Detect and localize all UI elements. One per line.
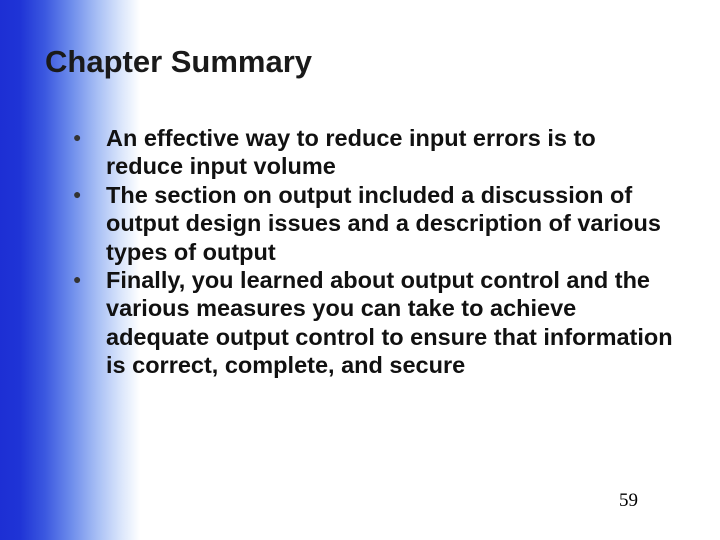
page-number: 59 (619, 490, 638, 511)
bullet-dot-icon: ● (73, 129, 82, 145)
bullet-text: An effective way to reduce input errors is to reduce input volume (106, 125, 596, 180)
bullet-item (73, 266, 673, 380)
bullet-item (73, 124, 673, 181)
bullet-text: Finally, you learned about output control and the various measures you can take to achieve adequate output control to ensure that information is correct, complete, and secure (106, 267, 673, 379)
bullet-text: The section on output included a discussion of output design issues and a description of various types of output (106, 181, 661, 265)
bullet-list (73, 124, 673, 380)
bullet-item (73, 181, 673, 266)
bullet-dot-icon: ● (73, 271, 82, 288)
bullet-dot-icon: ● (73, 185, 82, 202)
slide-title: Chapter Summary (45, 44, 313, 79)
